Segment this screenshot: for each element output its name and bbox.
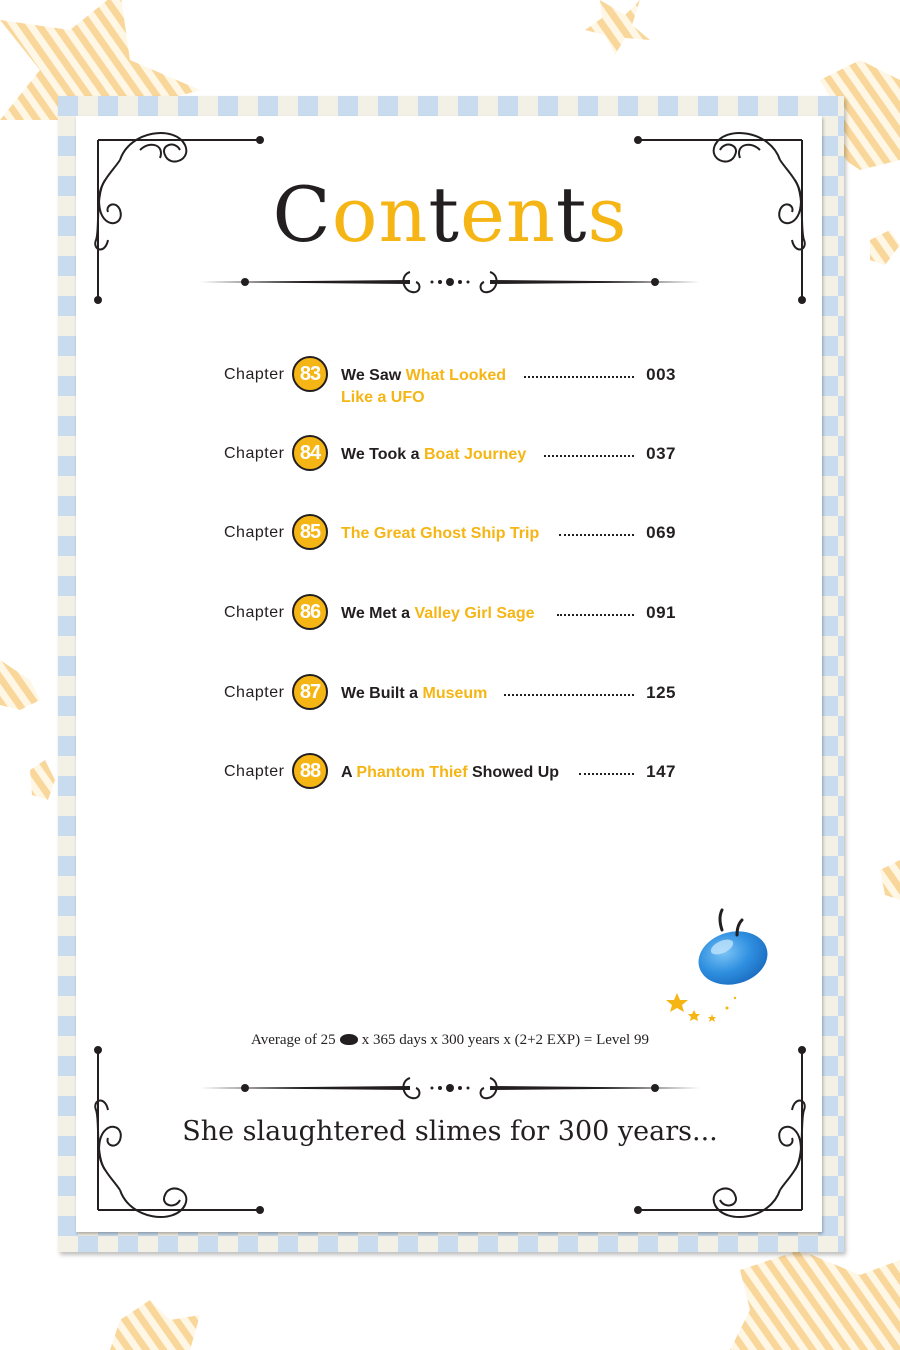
chapter-title: We Took a Boat Journey	[341, 446, 527, 463]
slime-mini-icon	[340, 1034, 358, 1045]
title-letter: t	[428, 170, 460, 259]
chapter-label: Chapter	[224, 604, 285, 621]
page-number: 037	[646, 444, 676, 463]
chapter-label: Chapter	[224, 445, 285, 462]
title-letter: n	[378, 170, 429, 259]
page-number: 091	[646, 603, 676, 622]
title-letter: o	[331, 170, 379, 259]
chapter-label: Chapter	[224, 524, 285, 541]
title-letter: n	[505, 170, 556, 259]
chapter-number-badge: 85	[292, 514, 328, 550]
page-number: 125	[646, 683, 676, 702]
title-letter: s	[587, 170, 628, 259]
chapter-number-badge: 87	[292, 674, 328, 710]
level-formula: Average of 25 x 365 days x 300 years x (2+2 EXP) = Level 99	[251, 1032, 649, 1048]
chapter-title: The Great Ghost Ship Trip	[341, 525, 540, 542]
chapter-label: Chapter	[224, 763, 285, 780]
chapter-title: We Met a Valley Girl Sage	[341, 605, 535, 622]
title-letter: e	[459, 170, 506, 259]
chapter-label: Chapter	[224, 366, 285, 383]
title-letter: C	[272, 170, 332, 259]
page-number: 147	[646, 762, 676, 781]
chapter-number-badge: 88	[292, 753, 328, 789]
chapter-title: A Phantom Thief Showed Up	[341, 764, 560, 781]
chapter-number-badge: 83	[292, 356, 328, 392]
tagline: She slaughtered slimes for 300 years...	[182, 1116, 718, 1147]
chapter-title: We Saw What Looked Like a UFO	[341, 367, 507, 406]
page-number: 069	[646, 523, 676, 542]
chapter-number-badge: 86	[292, 594, 328, 630]
slime-icon	[692, 910, 773, 992]
title-letter: t	[555, 170, 588, 259]
chapter-title: We Built a Museum	[341, 685, 488, 702]
page-number: 003	[646, 365, 676, 384]
star-icon	[666, 993, 736, 1022]
chapter-number-badge: 84	[292, 435, 328, 471]
chapter-label: Chapter	[224, 684, 285, 701]
